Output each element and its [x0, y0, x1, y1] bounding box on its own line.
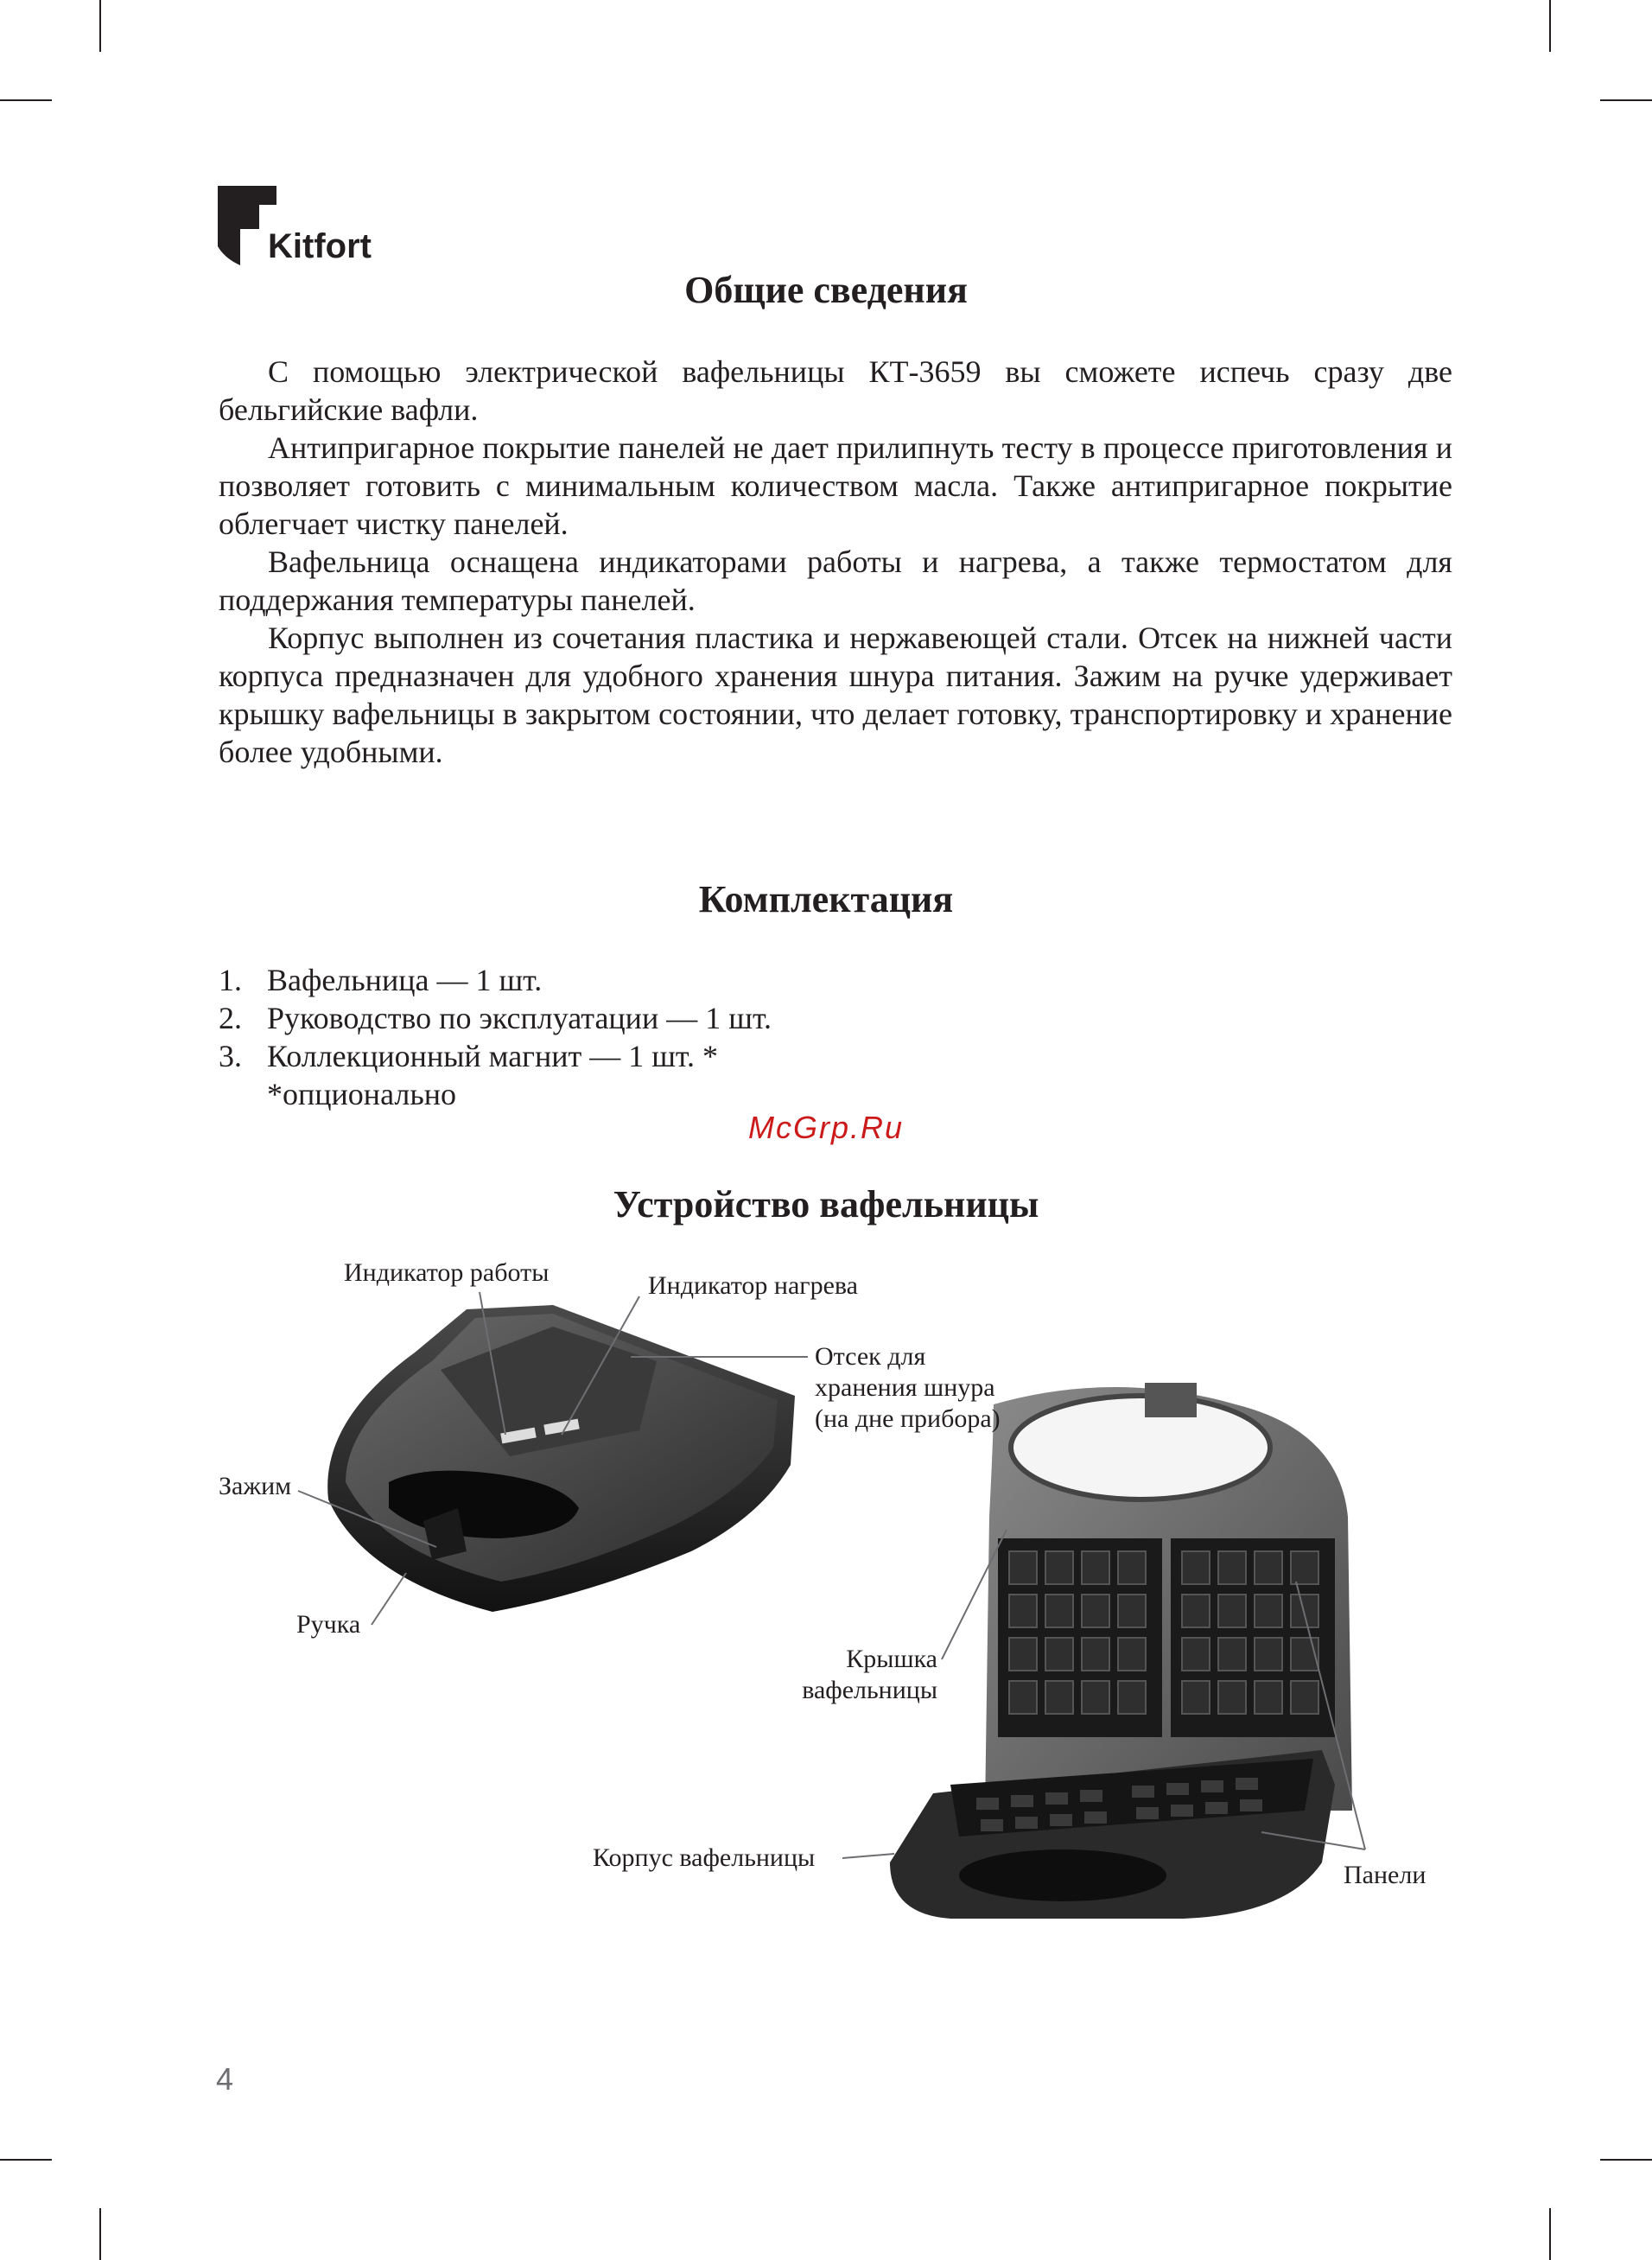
crop-mark — [1549, 0, 1551, 52]
logo-text: Kitfort — [268, 227, 372, 265]
label-plates: Панели — [1344, 1861, 1426, 1889]
crop-mark — [1549, 2208, 1551, 2260]
closed-waffle-maker-image — [294, 1292, 812, 1655]
crop-mark — [0, 2159, 52, 2161]
footnote: *опционально — [267, 1077, 457, 1111]
section-title-device: Устройство вафельницы — [613, 1183, 1039, 1225]
label-power-indicator: Индикатор работы — [344, 1258, 550, 1287]
paragraph: Антипригарное покрытие панелей не дает прилипнуть тесту в процессе приготовления и позволяет готовить с минимальным количеством масла. Также антипригарное покрытие облегчает чистку панелей. — [219, 430, 1452, 541]
list-item: 2. Руководство по эксплуатации — 1 шт. — [219, 1001, 772, 1035]
list-item: 3. Коллекционный магнит — 1 шт. * — [219, 1039, 718, 1073]
crop-mark — [99, 2208, 101, 2260]
label-cord-storage: Отсек для хранения шнура (на дне прибора) — [815, 1342, 1001, 1433]
crop-mark — [0, 99, 52, 101]
general-text — [219, 353, 1452, 771]
label-body: Корпус вафельницы — [593, 1843, 816, 1872]
crop-mark — [1600, 99, 1652, 101]
label-clamp: Зажим — [219, 1472, 292, 1500]
section-title-general: Общие сведения — [684, 269, 968, 311]
paragraph: Вафельница оснащена индикаторами работы и нагрева, а также термостатом для поддержания температуры панелей. — [219, 544, 1452, 617]
label-handle: Ручка — [296, 1610, 361, 1639]
label-heat-indicator: Индикатор нагрева — [648, 1271, 858, 1300]
section-title-kit: Комплектация — [698, 878, 954, 920]
page-number: 4 — [216, 2061, 234, 2097]
paragraph: С помощью электрической вафельницы КТ-3659 вы сможете испечь сразу две бельгийские вафли. — [219, 354, 1452, 427]
label-lid: Крышка вафельницы — [802, 1645, 937, 1704]
crop-mark — [99, 0, 101, 52]
watermark[interactable]: McGrp.Ru — [747, 1110, 905, 1145]
paragraph: Корпус выполнен из сочетания пластика и нержавеющей стали. Отсек на нижней части корпуса предназначен для удобного хранения шнура питания. Зажим на ручке удерживает крышку вафельницы в закрытом состоянии, что делает готовку, транспортировку и хранение более удобными. — [219, 621, 1452, 769]
list-item: 1. Вафельница — 1 шт. — [219, 963, 543, 997]
crop-mark — [1600, 2159, 1652, 2161]
kit-list — [219, 961, 772, 1113]
